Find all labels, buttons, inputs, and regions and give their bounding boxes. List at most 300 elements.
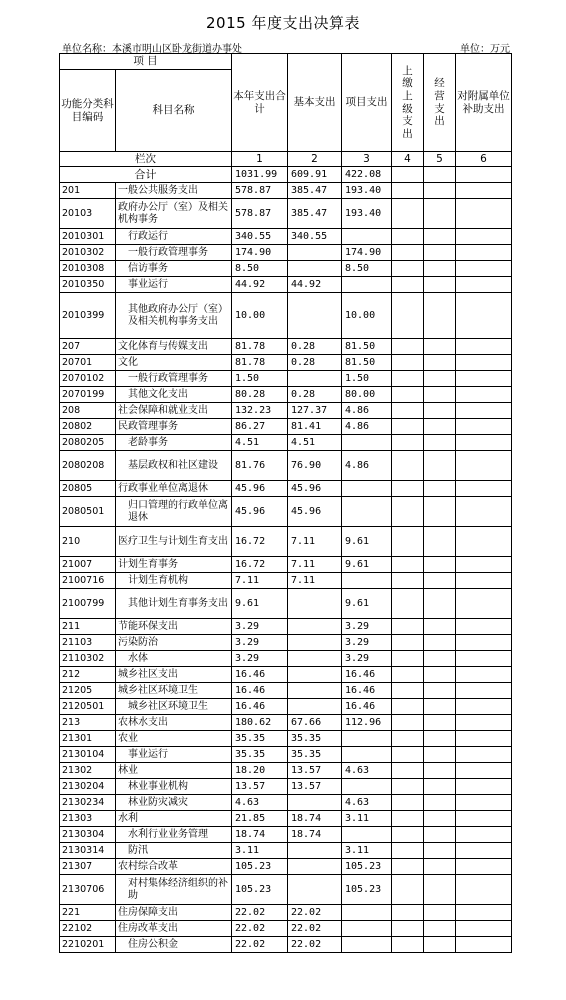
row-subsidy <box>456 277 512 293</box>
row-code: 2070102 <box>60 371 116 387</box>
row-project: 193.40 <box>342 183 392 199</box>
table-row <box>60 355 512 371</box>
row-operate <box>424 481 456 497</box>
row-project <box>342 779 392 795</box>
row-basic: 81.41 <box>288 419 342 435</box>
row-project: 80.00 <box>342 387 392 403</box>
row-upper <box>392 419 424 435</box>
header-func-code-text: 功能分类科目编码 <box>61 97 114 123</box>
row-basic: 18.74 <box>288 811 342 827</box>
row-upper <box>392 731 424 747</box>
row-operate <box>424 261 456 277</box>
row-subsidy <box>456 635 512 651</box>
row-total: 16.72 <box>232 557 288 573</box>
row-name: 其他计划生育事务支出 <box>116 589 232 619</box>
row-subsidy <box>456 811 512 827</box>
row-total: 35.35 <box>232 747 288 763</box>
row-name: 社会保障和就业支出 <box>116 403 232 419</box>
row-upper <box>392 779 424 795</box>
row-project: 3.11 <box>342 843 392 859</box>
row-code: 2120501 <box>60 699 116 715</box>
row-project: 16.46 <box>342 699 392 715</box>
row-name: 事业运行 <box>116 277 232 293</box>
row-name: 其他文化支出 <box>116 387 232 403</box>
header-project <box>342 54 392 152</box>
row-basic: 45.96 <box>288 481 342 497</box>
row-code: 2010302 <box>60 245 116 261</box>
row-upper <box>392 875 424 905</box>
row-subsidy <box>456 795 512 811</box>
table-row <box>60 921 512 937</box>
row-total: 18.74 <box>232 827 288 843</box>
row-code: 22102 <box>60 921 116 937</box>
row-project <box>342 905 392 921</box>
row-basic: 4.51 <box>288 435 342 451</box>
table-row <box>60 827 512 843</box>
header-project-text: 项目支出 <box>345 96 388 109</box>
row-total: 16.46 <box>232 667 288 683</box>
row-project <box>342 937 392 953</box>
row-code: 20802 <box>60 419 116 435</box>
row-project: 3.11 <box>342 811 392 827</box>
header-total <box>232 54 288 152</box>
row-subsidy <box>456 843 512 859</box>
row-subsidy <box>456 451 512 481</box>
table-row <box>60 811 512 827</box>
row-project <box>342 277 392 293</box>
row-subsidy <box>456 481 512 497</box>
row-project: 4.86 <box>342 451 392 481</box>
row-total: 81.76 <box>232 451 288 481</box>
table-row <box>60 843 512 859</box>
row-code: 20701 <box>60 355 116 371</box>
row-basic: 45.96 <box>288 497 342 527</box>
total-label: 合计 <box>60 167 232 183</box>
header-total-text: 本年支出合计 <box>233 89 286 115</box>
row-upper <box>392 573 424 589</box>
row-basic <box>288 859 342 875</box>
row-code: 2130304 <box>60 827 116 843</box>
row-basic: 340.55 <box>288 229 342 245</box>
row-upper <box>392 451 424 481</box>
table-row <box>60 387 512 403</box>
table-row <box>60 747 512 763</box>
row-name: 农林水支出 <box>116 715 232 731</box>
row-total: 3.11 <box>232 843 288 859</box>
row-total: 16.46 <box>232 683 288 699</box>
row-total: 22.02 <box>232 937 288 953</box>
row-subsidy <box>456 763 512 779</box>
row-subsidy <box>456 527 512 557</box>
row-project <box>342 435 392 451</box>
row-total: 105.23 <box>232 875 288 905</box>
row-code: 201 <box>60 183 116 199</box>
row-subsidy <box>456 619 512 635</box>
row-basic: 385.47 <box>288 199 342 229</box>
row-upper <box>392 683 424 699</box>
row-code: 2130314 <box>60 843 116 859</box>
row-basic <box>288 699 342 715</box>
table-row <box>60 795 512 811</box>
row-subsidy <box>456 683 512 699</box>
row-name: 住房公积金 <box>116 937 232 953</box>
row-basic: 7.11 <box>288 573 342 589</box>
table-row <box>60 245 512 261</box>
row-upper <box>392 667 424 683</box>
row-project: 3.29 <box>342 651 392 667</box>
row-subsidy <box>456 699 512 715</box>
row-code: 2130234 <box>60 795 116 811</box>
row-name: 文化体育与传媒支出 <box>116 339 232 355</box>
row-name: 医疗卫生与计划生育支出 <box>116 527 232 557</box>
row-basic: 127.37 <box>288 403 342 419</box>
header-basic-text: 基本支出 <box>293 96 336 109</box>
row-total: 21.85 <box>232 811 288 827</box>
row-basic <box>288 293 342 339</box>
row-project: 8.50 <box>342 261 392 277</box>
row-basic: 0.28 <box>288 339 342 355</box>
row-name: 农业 <box>116 731 232 747</box>
row-subsidy <box>456 573 512 589</box>
row-subsidy <box>456 435 512 451</box>
row-total: 105.23 <box>232 859 288 875</box>
header-operate-text: 经营支出 <box>434 77 445 128</box>
row-code: 210 <box>60 527 116 557</box>
row-project: 16.46 <box>342 667 392 683</box>
row-project: 9.61 <box>342 557 392 573</box>
report-title: 2015 年度支出决算表 <box>206 14 360 32</box>
row-subsidy <box>456 859 512 875</box>
table-row <box>60 229 512 245</box>
row-code: 2070199 <box>60 387 116 403</box>
table-row <box>60 419 512 435</box>
row-project: 105.23 <box>342 859 392 875</box>
row-total: 7.11 <box>232 573 288 589</box>
row-basic <box>288 875 342 905</box>
col-num: 2 <box>288 152 342 167</box>
row-name: 行政运行 <box>116 229 232 245</box>
row-basic: 67.66 <box>288 715 342 731</box>
total-subsidy <box>456 167 512 183</box>
row-upper <box>392 715 424 731</box>
row-operate <box>424 921 456 937</box>
row-operate <box>424 277 456 293</box>
row-subsidy <box>456 293 512 339</box>
row-total: 1.50 <box>232 371 288 387</box>
table-row <box>60 573 512 589</box>
row-upper <box>392 699 424 715</box>
row-basic: 385.47 <box>288 183 342 199</box>
row-code: 2210201 <box>60 937 116 953</box>
row-name: 水利 <box>116 811 232 827</box>
col-num: 1 <box>232 152 288 167</box>
row-total: 8.50 <box>232 261 288 277</box>
row-operate <box>424 229 456 245</box>
row-name: 节能环保支出 <box>116 619 232 635</box>
row-total: 81.78 <box>232 339 288 355</box>
row-basic: 0.28 <box>288 355 342 371</box>
row-operate <box>424 795 456 811</box>
header-func-code <box>60 70 116 152</box>
row-basic: 76.90 <box>288 451 342 481</box>
table-row <box>60 875 512 905</box>
row-basic: 18.74 <box>288 827 342 843</box>
row-upper <box>392 527 424 557</box>
row-name: 城乡社区环境卫生 <box>116 699 232 715</box>
row-subsidy <box>456 261 512 277</box>
row-operate <box>424 419 456 435</box>
row-upper <box>392 811 424 827</box>
row-operate <box>424 715 456 731</box>
row-project: 4.86 <box>342 403 392 419</box>
row-project <box>342 481 392 497</box>
header-item-group: 项 目 <box>60 54 232 70</box>
table-row <box>60 339 512 355</box>
row-code: 2010308 <box>60 261 116 277</box>
row-basic: 35.35 <box>288 731 342 747</box>
row-operate <box>424 199 456 229</box>
row-subsidy <box>456 199 512 229</box>
row-basic <box>288 635 342 651</box>
row-operate <box>424 731 456 747</box>
row-code: 2010301 <box>60 229 116 245</box>
row-operate <box>424 683 456 699</box>
row-subsidy <box>456 779 512 795</box>
row-operate <box>424 747 456 763</box>
row-total: 86.27 <box>232 419 288 435</box>
row-upper <box>392 589 424 619</box>
total-operate <box>424 167 456 183</box>
row-code: 213 <box>60 715 116 731</box>
row-name: 水利行业业务管理 <box>116 827 232 843</box>
col-num: 6 <box>456 152 512 167</box>
row-name: 一般公共服务支出 <box>116 183 232 199</box>
row-operate <box>424 635 456 651</box>
row-subsidy <box>456 937 512 953</box>
row-name: 行政事业单位离退休 <box>116 481 232 497</box>
row-upper <box>392 387 424 403</box>
header-subsidy-text: 对附属单位补助支出 <box>457 89 510 115</box>
row-operate <box>424 811 456 827</box>
row-name: 住房保障支出 <box>116 905 232 921</box>
table-row <box>60 635 512 651</box>
row-operate <box>424 905 456 921</box>
row-code: 2100799 <box>60 589 116 619</box>
row-subsidy <box>456 747 512 763</box>
row-total: 4.51 <box>232 435 288 451</box>
row-code: 2080501 <box>60 497 116 527</box>
row-total: 4.63 <box>232 795 288 811</box>
row-basic <box>288 843 342 859</box>
row-subsidy <box>456 589 512 619</box>
table-row <box>60 779 512 795</box>
row-code: 20103 <box>60 199 116 229</box>
row-name: 城乡社区环境卫生 <box>116 683 232 699</box>
row-total: 578.87 <box>232 183 288 199</box>
row-code: 2100716 <box>60 573 116 589</box>
row-upper <box>392 481 424 497</box>
row-upper <box>392 245 424 261</box>
row-operate <box>424 527 456 557</box>
row-operate <box>424 245 456 261</box>
row-total: 80.28 <box>232 387 288 403</box>
header-subsidy <box>456 54 512 152</box>
row-project: 81.50 <box>342 339 392 355</box>
row-basic: 35.35 <box>288 747 342 763</box>
row-project: 174.90 <box>342 245 392 261</box>
row-upper <box>392 435 424 451</box>
row-code: 20805 <box>60 481 116 497</box>
row-total: 22.02 <box>232 921 288 937</box>
table-row <box>60 277 512 293</box>
table-row <box>60 667 512 683</box>
row-basic: 7.11 <box>288 557 342 573</box>
row-upper <box>392 827 424 843</box>
row-name: 林业防灾减灾 <box>116 795 232 811</box>
table-row <box>60 451 512 481</box>
table-row <box>60 293 512 339</box>
row-project <box>342 731 392 747</box>
row-basic: 22.02 <box>288 937 342 953</box>
row-project: 9.61 <box>342 589 392 619</box>
table-row <box>60 905 512 921</box>
row-subsidy <box>456 921 512 937</box>
row-project: 4.63 <box>342 795 392 811</box>
row-upper <box>392 557 424 573</box>
row-subsidy <box>456 731 512 747</box>
header-basic <box>288 54 342 152</box>
unit-label: 单位：万元 <box>460 44 510 55</box>
row-name: 信访事务 <box>116 261 232 277</box>
row-basic: 0.28 <box>288 387 342 403</box>
row-subsidy <box>456 715 512 731</box>
row-basic <box>288 651 342 667</box>
row-subsidy <box>456 355 512 371</box>
table-row <box>60 199 512 229</box>
table-row <box>60 497 512 527</box>
row-operate <box>424 435 456 451</box>
row-code: 21302 <box>60 763 116 779</box>
row-upper <box>392 635 424 651</box>
row-code: 21205 <box>60 683 116 699</box>
row-total: 45.96 <box>232 497 288 527</box>
row-total: 10.00 <box>232 293 288 339</box>
row-project <box>342 229 392 245</box>
row-subsidy <box>456 497 512 527</box>
row-project: 112.96 <box>342 715 392 731</box>
row-upper <box>392 843 424 859</box>
row-project: 4.63 <box>342 763 392 779</box>
row-basic <box>288 683 342 699</box>
row-subsidy <box>456 557 512 573</box>
row-total: 81.78 <box>232 355 288 371</box>
row-name: 文化 <box>116 355 232 371</box>
row-basic <box>288 795 342 811</box>
row-basic: 22.02 <box>288 921 342 937</box>
row-code: 211 <box>60 619 116 635</box>
row-basic <box>288 667 342 683</box>
row-total: 44.92 <box>232 277 288 293</box>
row-project: 3.29 <box>342 619 392 635</box>
row-subsidy <box>456 339 512 355</box>
row-code: 2010350 <box>60 277 116 293</box>
row-code: 21103 <box>60 635 116 651</box>
row-operate <box>424 875 456 905</box>
table-row <box>60 699 512 715</box>
row-operate <box>424 937 456 953</box>
row-upper <box>392 747 424 763</box>
table-row <box>60 183 512 199</box>
row-code: 2130104 <box>60 747 116 763</box>
row-total: 180.62 <box>232 715 288 731</box>
row-upper <box>392 651 424 667</box>
row-basic <box>288 371 342 387</box>
row-basic <box>288 589 342 619</box>
row-operate <box>424 387 456 403</box>
row-code: 2130706 <box>60 875 116 905</box>
header-upper <box>392 54 424 152</box>
row-upper <box>392 355 424 371</box>
row-upper <box>392 277 424 293</box>
row-basic: 13.57 <box>288 763 342 779</box>
row-name: 基层政权和社区建设 <box>116 451 232 481</box>
row-subsidy <box>456 229 512 245</box>
row-subsidy <box>456 387 512 403</box>
row-name: 污染防治 <box>116 635 232 651</box>
row-project: 9.61 <box>342 527 392 557</box>
row-project: 4.86 <box>342 419 392 435</box>
table-row <box>60 481 512 497</box>
row-upper <box>392 371 424 387</box>
row-basic: 44.92 <box>288 277 342 293</box>
row-code: 2010399 <box>60 293 116 339</box>
row-upper <box>392 229 424 245</box>
row-upper <box>392 183 424 199</box>
row-project <box>342 921 392 937</box>
table-row <box>60 527 512 557</box>
table-row <box>60 937 512 953</box>
row-code: 21301 <box>60 731 116 747</box>
row-upper <box>392 339 424 355</box>
row-name: 城乡社区支出 <box>116 667 232 683</box>
row-project: 16.46 <box>342 683 392 699</box>
total-basic: 609.91 <box>288 167 342 183</box>
table-row <box>60 557 512 573</box>
row-upper <box>392 497 424 527</box>
row-project: 3.29 <box>342 635 392 651</box>
table-row <box>60 589 512 619</box>
row-operate <box>424 371 456 387</box>
row-basic <box>288 245 342 261</box>
row-code: 2110302 <box>60 651 116 667</box>
row-operate <box>424 589 456 619</box>
row-operate <box>424 573 456 589</box>
row-code: 208 <box>60 403 116 419</box>
row-total: 132.23 <box>232 403 288 419</box>
col-num: 4 <box>392 152 424 167</box>
row-upper <box>392 795 424 811</box>
row-code: 207 <box>60 339 116 355</box>
row-code: 21007 <box>60 557 116 573</box>
row-name: 林业事业机构 <box>116 779 232 795</box>
row-subsidy <box>456 827 512 843</box>
row-subsidy <box>456 419 512 435</box>
row-name: 一般行政管理事务 <box>116 371 232 387</box>
row-total: 45.96 <box>232 481 288 497</box>
row-basic: 13.57 <box>288 779 342 795</box>
row-subsidy <box>456 403 512 419</box>
row-project <box>342 827 392 843</box>
